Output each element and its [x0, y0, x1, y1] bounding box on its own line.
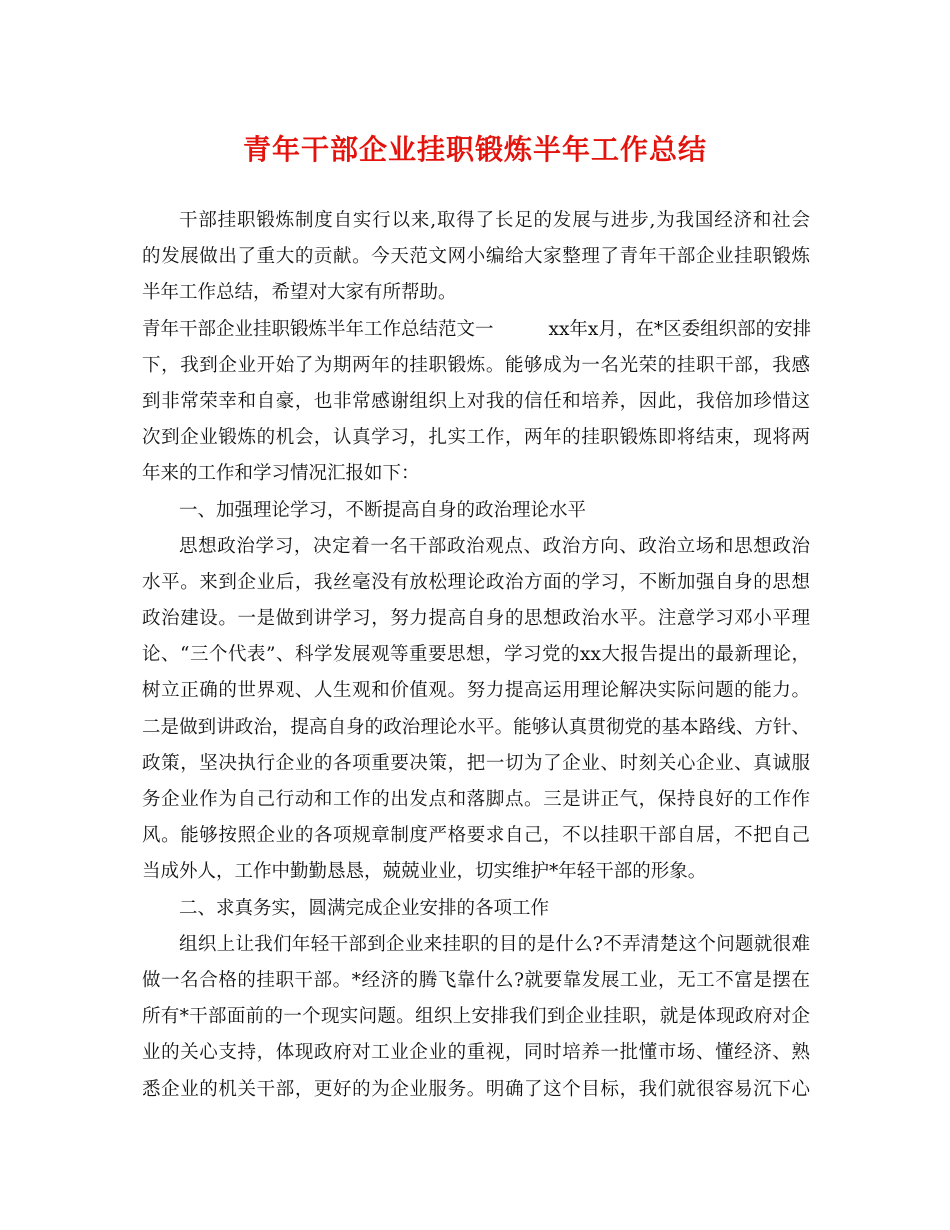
- paragraph-line: 思想政治学习，决定着一名干部政治观点、政治方向、政治立场和思想政治: [179, 535, 810, 557]
- paragraph-line: 政治建设。一是做到讲学习，努力提高自身的思想政治水平。注意学习邓小平理: [142, 608, 810, 630]
- paragraph-line: 下，我到企业开始了为期两年的挂职锻炼。能够成为一名光荣的挂职干部，我感: [142, 354, 810, 376]
- paragraph-line: 风。能够按照企业的各项规章制度严格要求自己，不以挂职干部自居，不把自己: [142, 825, 810, 847]
- paragraph-line: 次到企业锻炼的机会，认真学习，扎实工作，两年的挂职锻炼即将结束，现将两: [142, 427, 810, 449]
- paragraph-line-heading: [142, 312, 810, 348]
- document-body: [142, 203, 810, 1108]
- paragraph-line: 树立正确的世界观、人生观和价值观。努力提高运用理论解决实际问题的能力。: [142, 680, 810, 702]
- paragraph-line: 当成外人，工作中勤勤恳恳，兢兢业业，切实维护*年轻干部的形象。: [142, 861, 707, 883]
- section-heading-inline: 青年干部企业挂职锻炼半年工作总结范文一: [142, 318, 494, 340]
- paragraph-line: 水平。来到企业后，我丝毫没有放松理论政治方面的学习，不断加强自身的思想: [142, 571, 810, 593]
- paragraph-line: 务企业作为自己行动和工作的出发点和落脚点。三是讲正气，保持良好的工作作: [142, 789, 810, 810]
- paragraph-line: 干部挂职锻炼制度自实行以来,取得了长足的发展与进步,为我国经济和社会: [179, 210, 810, 231]
- paragraph-line: 组织上让我们年轻干部到企业来挂职的目的是什么?不弄清楚这个问题就很难: [179, 933, 810, 955]
- paragraph-line: 的发展做出了重大的贡献。今天范文网小编给大家整理了青年干部企业挂职锻炼: [142, 246, 810, 268]
- paragraph-line-continuation: xx年x月，在*区委组织部的安排: [548, 318, 812, 340]
- paragraph-line: 业的关心支持，体现政府对工业企业的重视，同时培养一批懂市场、懂经济、熟: [142, 1042, 810, 1064]
- paragraph-line: 所有*干部面前的一个现实问题。组织上安排我们到企业挂职，就是体现政府对企: [142, 1006, 810, 1028]
- paragraph-line: 半年工作总结，希望对大家有所帮助。: [142, 282, 457, 304]
- paragraph-line: 到非常荣幸和自豪，也非常感谢组织上对我的信任和培养，因此，我倍加珍惜这: [142, 390, 810, 412]
- document-title: 青年干部企业挂职锻炼半年工作总结: [242, 133, 707, 166]
- section-heading: 一、加强理论学习，不断提高自身的政治理论水平: [179, 499, 587, 521]
- paragraph-line: 悉企业的机关干部，更好的为企业服务。明确了这个目标，我们就很容易沉下心: [142, 1078, 810, 1100]
- paragraph-line: 论、“三个代表”、科学发展观等重要思想，学习党的xx大报告提出的最新理论，: [142, 644, 810, 666]
- paragraph-line: 二是做到讲政治，提高自身的政治理论水平。能够认真贯彻党的基本路线、方针、: [142, 716, 810, 738]
- section-heading: 二、求真务实，圆满完成企业安排的各项工作: [179, 897, 550, 919]
- paragraph-line: 政策，坚决执行企业的各项重要决策，把一切为了企业、时刻关心企业、真诚服: [142, 752, 810, 774]
- paragraph-line: 年来的工作和学习情况汇报如下：: [142, 463, 420, 485]
- paragraph-line: 做一名合格的挂职干部。*经济的腾飞靠什么?就要靠发展工业，无工不富是摆在: [142, 969, 810, 991]
